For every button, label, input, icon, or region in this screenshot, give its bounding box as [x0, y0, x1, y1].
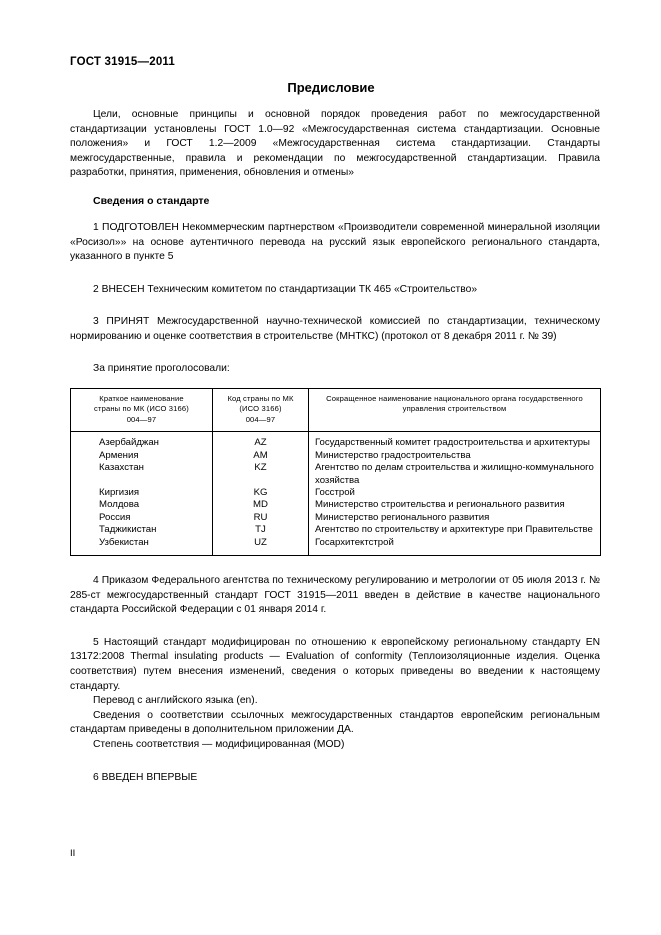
note-correspondence: Сведения о соответствии ссылочных межгосударственных стандартов европейским региональным стандартам приведены в дополнительном приложении ДА.: [70, 709, 600, 736]
spacer: [70, 374, 600, 388]
organization-name: Министерство градостроительства: [315, 449, 471, 461]
spacer: [70, 618, 600, 636]
note-item-6: 6 ВВЕДЕН ВПЕРВЫЕ: [93, 771, 198, 783]
organization-name: Госстрой: [315, 486, 355, 498]
table-cell-organizations: [309, 432, 601, 556]
spacer: [70, 556, 600, 574]
country-name: Казахстан: [99, 462, 144, 474]
header-line: управления строительством: [402, 404, 507, 414]
standard-info-item-3: 3 ПРИНЯТ Межгосударственной научно-технической комиссией по стандартизации, техническому нормированию и оценке соответствия в строительстве (МНТКС) (протокол от 8 декабря 2011 г. № 39): [70, 316, 600, 342]
table-body-row: [71, 432, 601, 556]
country-name: Молдова: [99, 499, 140, 511]
header-line: Краткое наименование: [99, 393, 184, 403]
table-header-organization: [309, 388, 601, 432]
row-spacer: [213, 475, 308, 487]
country-name: Таджикистан: [99, 524, 157, 536]
organization-name: Агентство по делам строительства и жилищно-коммунального хозяйства: [315, 462, 594, 486]
table-cell-codes: [213, 432, 309, 556]
note-degree-of-correspondence: Степень соответствия — модифицированная (MOD): [93, 738, 345, 750]
spacer: [70, 181, 600, 195]
spacer: [70, 753, 600, 771]
organization-name: Государственный комитет градостроительства и архитектуры: [315, 437, 590, 449]
country-code: AZ: [254, 437, 267, 449]
code-list: [213, 432, 308, 555]
header-line: Сокращенное наименование национального органа государственного: [326, 393, 583, 403]
note-item-5: 5 Настоящий стандарт модифицирован по отношению к европейскому региональному стандарту EN 13172:2008 Thermal insulating products — Evaluation of conformity (Теплоизоляционные изделия. Оценка соответствия) путем внесения изменений, сведения о которых приведены во введении к настоящему стандарту.: [70, 636, 600, 692]
spacer: [70, 345, 600, 363]
spacer: [70, 297, 600, 315]
country-code: KZ: [254, 462, 267, 474]
header-line: Код страны по МК: [227, 393, 294, 403]
country-code: TJ: [255, 524, 266, 536]
country-name: Армения: [99, 449, 139, 461]
header-line: (ИСО 3166): [239, 404, 282, 414]
table-header-row: [71, 388, 601, 432]
country-list: [71, 432, 212, 555]
page-number: II: [70, 848, 76, 859]
country-name: Узбекистан: [99, 536, 149, 548]
spacer: [70, 207, 600, 221]
country-name: Россия: [99, 511, 131, 523]
table-cell-countries: [71, 432, 213, 556]
spacer: [70, 265, 600, 283]
organization-name: Агентство по строительству и архитектуре при Правительстве: [315, 524, 593, 536]
country-code: RU: [253, 511, 268, 523]
country-code: KG: [253, 486, 268, 498]
page-title: Предисловие: [287, 80, 375, 95]
organization-name: Министерство строительства и регионального развития: [315, 499, 565, 511]
standard-info-item-1: 1 ПОДГОТОВЛЕН Некоммерческим партнерством «Производители современной минеральной изоляции «Росизол»» на основе аутентичного перевода на русский язык европейского регионального стандарта, указанного в пункте 5: [70, 221, 600, 263]
header-line: 004—97: [245, 414, 276, 424]
standard-number-header: ГОСТ 31915—2011: [70, 56, 175, 68]
organization-list: [309, 432, 600, 555]
standard-info-item-2: 2 ВНЕСЕН Техническим комитетом по стандартизации ТК 465 «Строительство»: [93, 283, 478, 295]
intro-paragraph: Цели, основные принципы и основной порядок проведения работ по межгосударственной стандартизации установлены ГОСТ 1.0—92 «Межгосударственная система стандартизации. Основные положения» и ГОСТ 1.2—2009 «Межгосударственная система стандартизации. Стандарты межгосударственные, правила и рекомендации по межгосударственной стандартизации. Правила разработки, принятия, применения, обновления и отмены»: [70, 109, 600, 179]
header-line: страны по МК (ИСО 3166): [94, 404, 189, 414]
country-code: UZ: [254, 536, 267, 548]
country-code: AM: [253, 449, 268, 461]
country-name: Киргизия: [99, 486, 140, 498]
header-line: 004—97: [126, 414, 157, 424]
table-header-code: [213, 388, 309, 432]
note-translation: Перевод с английского языка (en).: [93, 695, 258, 707]
table-header-country: [71, 388, 213, 432]
country-name: Азербайджан: [99, 437, 159, 449]
vote-intro-text: За принятие проголосовали:: [93, 362, 230, 374]
organization-name: Министерство регионального развития: [315, 511, 490, 523]
document-body: [70, 108, 600, 785]
country-code: MD: [253, 499, 268, 511]
note-item-4: 4 Приказом Федерального агентства по техническому регулированию и метрологии от 05 июля 2013 г. № 285-ст межгосударственный стандарт ГОСТ 31915—2011 введен в действие в качестве национального стандарта Российской Федерации с 01 января 2014 г.: [70, 574, 600, 616]
row-spacer: [71, 475, 212, 487]
organization-name: Госархитектстрой: [315, 536, 394, 548]
country-authority-table: [70, 388, 601, 556]
section-heading-standard-info: Сведения о стандарте: [93, 194, 210, 207]
